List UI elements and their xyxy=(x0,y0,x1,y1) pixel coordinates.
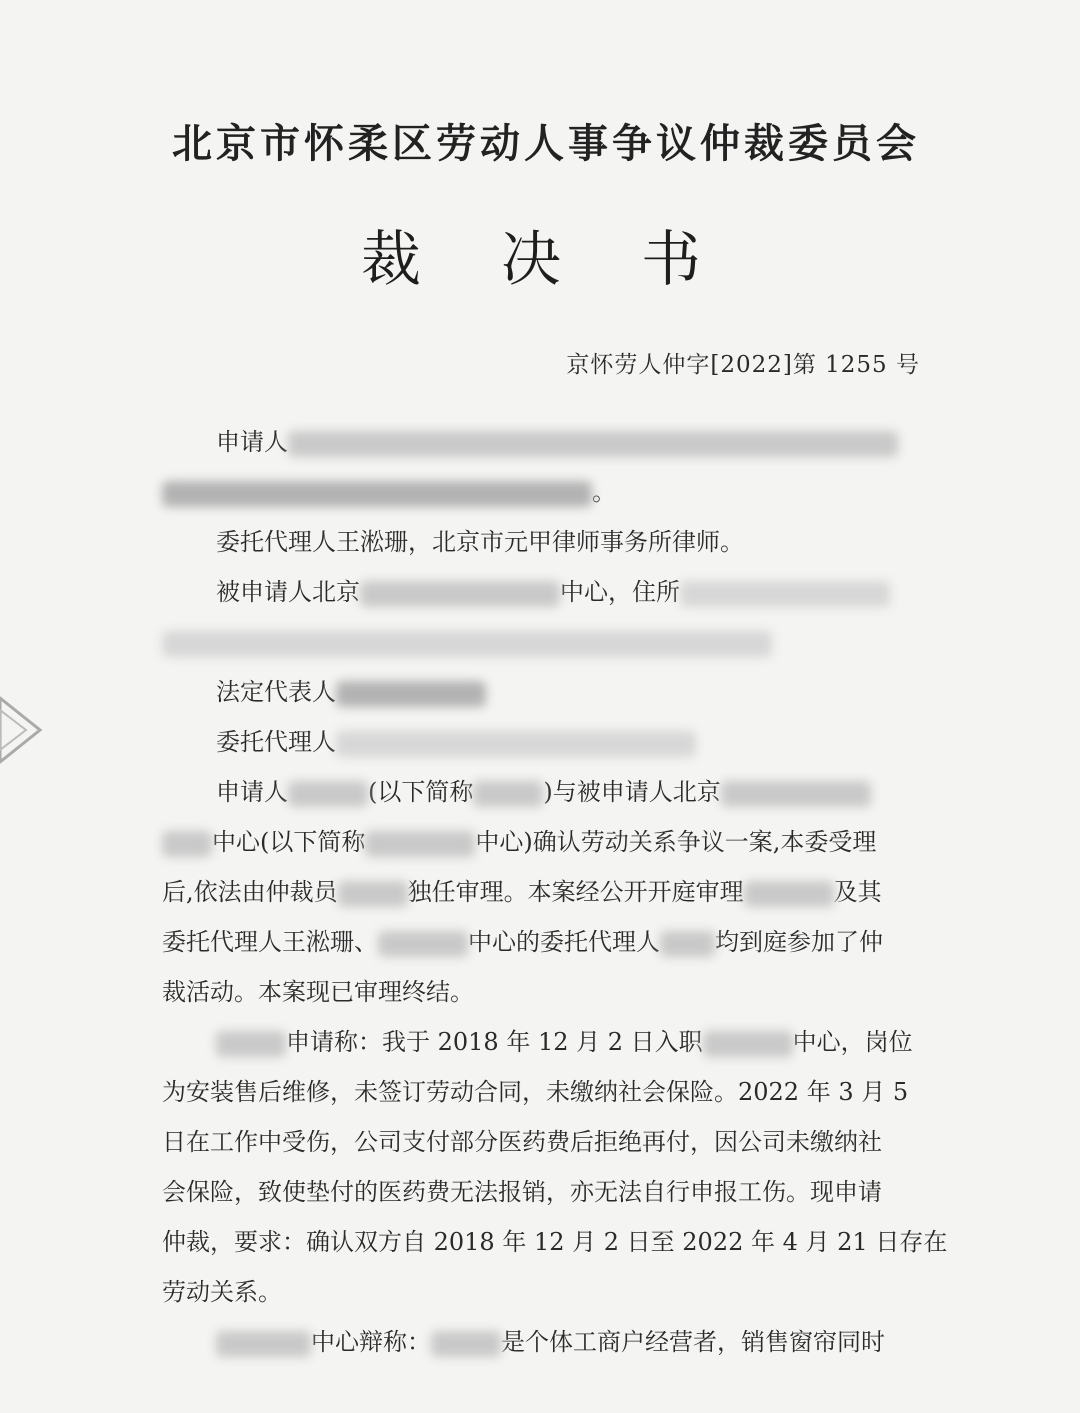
redacted-block xyxy=(721,781,871,807)
redacted-block xyxy=(680,581,890,607)
paragraph-2-line-2: 为安装售后维修，未签订劳动合同，未缴纳社会保险。2022 年 3 月 5 xyxy=(162,1078,909,1106)
redacted-block xyxy=(336,731,696,757)
legal-rep-line xyxy=(162,676,922,708)
redacted-block xyxy=(703,1031,793,1057)
case-number: 京怀劳人仲字[2022]第 1255 号 xyxy=(566,352,920,378)
applicant-line xyxy=(162,426,922,458)
redacted-block xyxy=(162,481,592,507)
paragraph-2-line-3: 日在工作中受伤，公司支付部分医药费后拒绝再付，因公司未缴纳社 xyxy=(162,1128,882,1156)
applicant-label: 申请人 xyxy=(216,428,288,456)
legal-rep-label: 法定代表人 xyxy=(216,678,336,706)
text-seg: 中心的委托代理人 xyxy=(468,928,660,956)
redacted-block xyxy=(338,881,408,907)
redacted-block xyxy=(162,831,212,857)
redacted-block xyxy=(336,681,486,707)
text-seg: )与被申请人北京 xyxy=(543,778,721,806)
paragraph-2-line-6: 劳动关系。 xyxy=(162,1278,282,1306)
redacted-block xyxy=(660,931,715,957)
redacted-block xyxy=(162,631,772,657)
redacted-block xyxy=(378,931,468,957)
text-seg: 中心辩称： xyxy=(311,1328,431,1356)
paragraph-1-line-5: 裁活动。本案现已审理终结。 xyxy=(162,978,474,1006)
respondent-text-b: 中心，住所 xyxy=(560,578,680,606)
paragraph-1-line-2 xyxy=(162,826,922,858)
redacted-block xyxy=(431,1331,501,1357)
text-seg: (以下简称 xyxy=(368,778,474,806)
paragraph-2-line-1 xyxy=(162,1026,922,1058)
paragraph-1-line-3 xyxy=(162,876,922,908)
redacted-block xyxy=(216,1331,311,1357)
paragraph-2-line-4: 会保险，致使垫付的医药费无法报销，亦无法自行申报工伤。现申请 xyxy=(162,1178,882,1206)
text-seg: 中心)确认劳动关系争议一案,本委受理 xyxy=(475,828,877,856)
paragraph-1-line-4 xyxy=(162,926,922,958)
text-seg: 中心，岗位 xyxy=(792,1028,913,1056)
redacted-block xyxy=(288,431,898,457)
respondent-line xyxy=(162,576,922,608)
text-seg: 及其 xyxy=(833,878,882,906)
redacted-block xyxy=(360,581,560,607)
redacted-block xyxy=(365,831,475,857)
applicant-address-line xyxy=(162,476,922,508)
redacted-block xyxy=(473,781,543,807)
applicant-agent-line: 委托代理人王淞珊，北京市元甲律师事务所律师。 xyxy=(216,528,744,556)
redacted-block xyxy=(216,1031,286,1057)
respondent-address-line xyxy=(162,626,922,658)
text-seg: 后,依法由仲裁员 xyxy=(162,878,338,906)
organization-title: 北京市怀柔区劳动人事争议仲裁委员会 xyxy=(172,120,920,167)
text-seg: 独任审理。本案经公开开庭审理 xyxy=(407,878,744,906)
line-end-text: 。 xyxy=(592,478,616,506)
text-seg: 申请人 xyxy=(216,778,288,806)
document-title: 裁决书 xyxy=(361,225,781,295)
respondent-agent-line xyxy=(162,726,922,758)
text-seg: 申请称：我于 2018 年 12 月 2 日入职 xyxy=(286,1028,703,1056)
redacted-block xyxy=(744,881,834,907)
stamp-mark-icon xyxy=(0,688,44,768)
text-seg: 中心(以下简称 xyxy=(212,828,366,856)
text-seg: 委托代理人王淞珊、 xyxy=(162,928,378,956)
respondent-agent-label: 委托代理人 xyxy=(216,728,336,756)
text-seg: 均到庭参加了仲 xyxy=(715,928,883,956)
respondent-text: 被申请人北京 xyxy=(216,578,360,606)
paragraph-1-line-1 xyxy=(162,776,922,808)
text-seg: 是个体工商户经营者，销售窗帘同时 xyxy=(501,1328,885,1356)
redacted-block xyxy=(288,781,368,807)
paragraph-3-line-1 xyxy=(162,1326,922,1358)
paragraph-2-line-5: 仲裁，要求：确认双方自 2018 年 12 月 2 日至 2022 年 4 月 21 日存在 xyxy=(162,1228,948,1256)
